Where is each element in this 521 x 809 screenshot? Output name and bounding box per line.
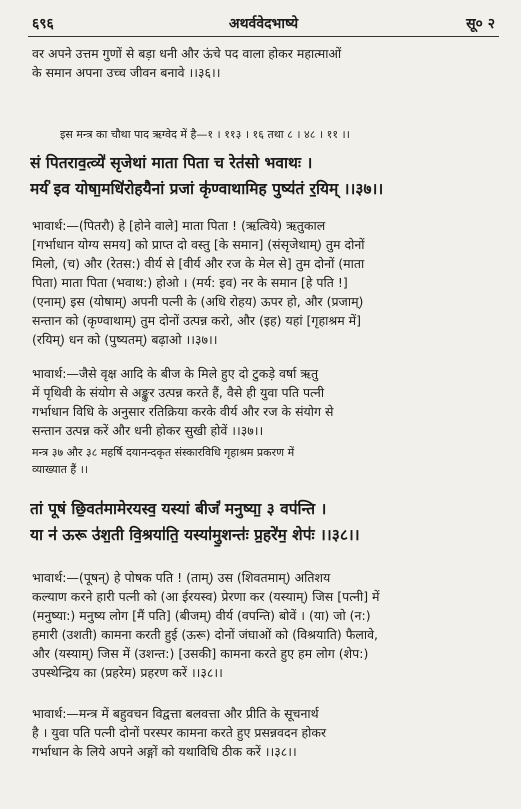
page-header bbox=[28, 10, 499, 37]
verse-line: मर्य॑ इव योषा॒मधि॑रोहयैनां प्रजां कृ॑ण्वाथामिह पुष्य॑तं र॒यिम् ।।३७।। bbox=[30, 180, 384, 198]
text-line: मन्त्र ३७ और ३८ महर्षि दयानन्दकृत संस्कारविधि गृहाश्रम प्रकरण में bbox=[32, 446, 295, 459]
verse-line: सं पितराव॒त्व्ये॑ सृजेथां माता पिता च रेत॑सो भवाथः । bbox=[30, 154, 313, 172]
text-line: इस मन्त्र का चौथा पाद ऋग्वेद में है—१ । ११३ । १६ तथा ८ । ४८ । ११ ।। bbox=[60, 128, 350, 141]
text-line: भावार्थ:—मन्त्र में बहुवचन विद्वत्ता बलवत्ता और प्रीति के सूचनार्थ bbox=[32, 706, 319, 721]
commentary-37 bbox=[32, 216, 497, 349]
reference-note-2 bbox=[32, 444, 497, 478]
reference-note bbox=[60, 126, 497, 143]
text-line: है । युवा पति पत्नी दोनों परस्पर कामना करते हुए प्रसन्नवदन होकर bbox=[32, 725, 327, 740]
text-line: सन्तान उत्पन्न करें और धनी होकर सुखी होवें ।।३७।। bbox=[32, 423, 264, 438]
verse-line: तां पूषं छि॒वत॑मामेरयस्व॒ यस्यां बीजं॑ मनुष्या॒ ३ वप॑न्ति । bbox=[30, 500, 327, 518]
text-line: पिता) माता पिता (भवाथ:) होओ । (मर्य: इव) नर के समान [हे पति !] bbox=[32, 275, 348, 290]
text-line: सन्तान को (कृण्वाथाम्) तुम दोनों उत्पन्न करो, और (इह) यहां [गृहाश्रम में] bbox=[32, 313, 361, 328]
text-line: उपस्थेन्द्रिय का (प्रहरेम) प्रहरण करें ।।३८।। bbox=[32, 665, 223, 680]
text-line: हमारी (उशती) कामना करती हुई (ऊरू) दोनों जंघाओं को (विश्रयाति) फैलावे, bbox=[32, 627, 378, 642]
text-line: भावार्थ:—जैसे वृक्ष आदि के बीज के मिले हुए दो टुकड़े वर्षा ऋतु bbox=[32, 366, 319, 381]
text-line: के समान अपना उच्च जीवन बनावे ।।३६।। bbox=[32, 65, 221, 80]
text-line: मिलो, (च) और (रेतस:) वीर्य से [वीर्य और रज के मेल से] तुम दोनों (माता bbox=[32, 256, 365, 271]
text-line: वर अपने उत्तम गुणों से बड़ा धनी और ऊंचे पद वाला होकर महात्माओं bbox=[32, 46, 342, 61]
mantra-37 bbox=[30, 150, 501, 202]
text-line: और (यस्याम्) जिस में (उशन्त:) [उसकी] कामना करते हुए हम लोग (शेप:) bbox=[32, 646, 369, 661]
running-title: अथर्ववेदभाष्ये bbox=[228, 16, 299, 32]
text-line: (रयिम्) धन को (पुष्यतम्) बढ़ाओ ।।३७।। bbox=[32, 332, 218, 347]
verse-line: या न॑ ऊरू उ॑श॒ती वि॒श्रया॑ति॒ यस्या॑मु॒शन्तः॑ प्र॒हरे॑म॒ शेपः॑ ।।३८।। bbox=[30, 526, 360, 544]
sukta-number: सू० २ bbox=[466, 16, 495, 32]
text-line: भावार्थ:—(पूषन्) हे पोषक पति ! (ताम्) उस (शिवतमाम्) अतिशय bbox=[32, 570, 331, 585]
text-line: गर्भाधान विधि के अनुसार रतिक्रिया करके वीर्य और रज के संयोग से bbox=[32, 404, 334, 419]
text-line: गर्भाधान के लिये अपने अङ्गों को यथाविधि ठीक करें ।।३८।। bbox=[32, 744, 297, 759]
mantra-38 bbox=[30, 496, 501, 548]
text-line: भावार्थ:—(पितरौ) हे [होने वाले] माता पिता ! (ऋत्विये) ऋतुकाल bbox=[32, 218, 326, 233]
intro-paragraph bbox=[32, 44, 497, 82]
text-line: [गर्भाधान योग्य समय] को प्राप्त दो वस्तु [के समान] (संसृजेथाम्) तुम दोनों bbox=[32, 237, 365, 252]
text-line: (एनाम्) इस (योषाम्) अपनी पत्नी के (अधि रोहय) ऊपर हो, और (प्रजाम्) bbox=[32, 294, 364, 309]
summary-38 bbox=[32, 704, 497, 761]
text-line: (मनुष्या:) मनुष्य लोग [मैं पति] (बीजम्) वीर्य (वपन्ति) बोवें । (या) जो (न:) bbox=[32, 608, 371, 623]
summary-37 bbox=[32, 364, 497, 440]
text-line: व्याख्यात हैं ।। bbox=[32, 463, 89, 476]
page-number: ६९६ bbox=[32, 16, 54, 32]
text-line: कल्याण करने हारी पत्नी को (आ ईरयस्व) प्रेरणा कर (यस्याम्) जिस [पत्नी] में bbox=[32, 589, 380, 604]
commentary-38 bbox=[32, 568, 497, 682]
text-line: में पृथिवी के संयोग से अङ्कुर उत्पन्न करते हैं, वैसे ही युवा पति पत्नी bbox=[32, 385, 325, 400]
